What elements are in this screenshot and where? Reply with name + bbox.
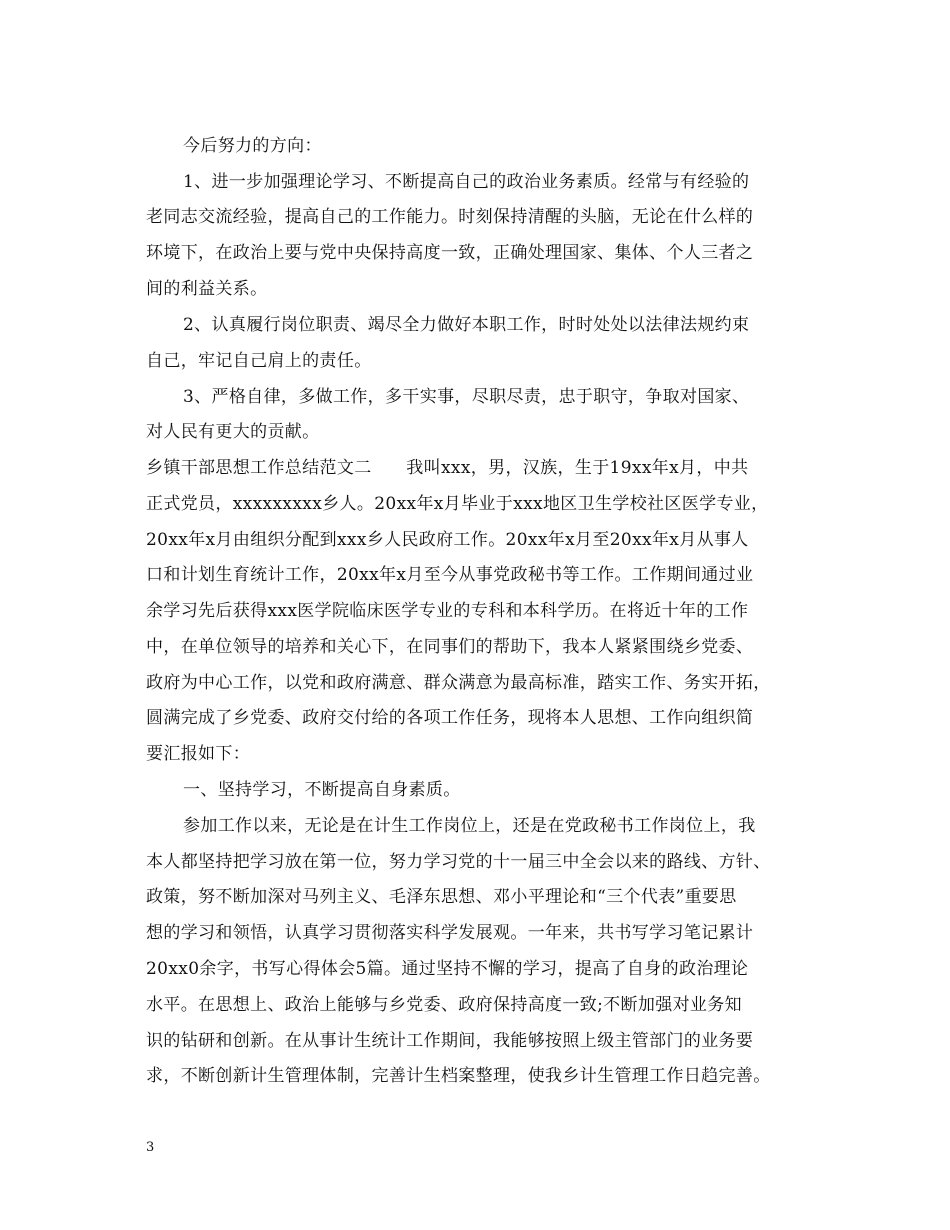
- text-line: 识的钻研和创新。在从事计生统计工作期间，我能够按照上级主管部门的业务要: [146, 1031, 754, 1051]
- text-line: 圆满完成了乡党委、政府交付给的各项工作任务，现将本人思想、工作向组织简: [146, 708, 754, 728]
- text-line: 20xx0余字，书写心得体会5篇。通过坚持不懈的学习，提高了自身的政治理论: [146, 959, 749, 979]
- text-line: 余学习先后获得xxx医学院临床医学专业的专科和本科学历。在将近十年的工作: [146, 601, 749, 621]
- text-line: 1、进一步加强理论学习、不断提高自己的政治业务素质。经常与有经验的: [183, 172, 750, 192]
- text-line: 3、严格自律，多做工作，多干实事，尽职尽责，忠于职守，争取对国家、: [183, 387, 750, 407]
- text-line: 今后努力的方向：: [183, 136, 322, 156]
- text-line: 政府为中心工作，以党和政府满意、群众满意为最高标准，踏实工作、务实开拓，: [146, 673, 771, 693]
- text-line: 想的学习和领悟，认真学习贯彻落实科学发展观。一年来，共书写学习笔记累计: [146, 923, 754, 943]
- text-line: 参加工作以来，无论是在计生工作岗位上，还是在党政秘书工作岗位上，我: [183, 816, 756, 836]
- page-number: 3: [146, 1140, 155, 1155]
- text-line: 2、认真履行岗位职责、竭尽全力做好本职工作，时时处处以法律法规约束: [183, 315, 750, 335]
- text-line: 20xx年x月由组织分配到xxx乡人民政府工作。20xx年x月至20xx年x月从事人: [146, 530, 749, 550]
- text-line: 水平。在思想上、政治上能够与乡党委、政府保持高度一致;不断加强对业务知: [146, 995, 742, 1015]
- text-line: 老同志交流经验，提高自己的工作能力。时刻保持清醒的头脑，无论在什么样的: [146, 207, 754, 227]
- text-line: 一、坚持学习，不断提高自身素质。: [183, 780, 461, 800]
- text-line: 中，在单位领导的培养和关心下，在同事们的帮助下，我本人紧紧围绕乡党委、: [146, 637, 754, 657]
- text-line: 间的利益关系。: [146, 279, 268, 299]
- text-line: 乡镇干部思想工作总结范文二 我叫xxx，男，汉族，生于19xx年x月，中共: [146, 458, 749, 478]
- text-line: 自己，牢记自己肩上的责任。: [146, 351, 372, 371]
- text-line: 对人民有更大的贡献。: [146, 422, 320, 442]
- text-line: 本人都坚持把学习放在第一位，努力学习党的十一届三中全会以来的路线、方针、: [146, 852, 771, 872]
- text-line: 环境下，在政治上要与党中央保持高度一致，正确处理国家、集体、个人三者之: [146, 243, 754, 263]
- text-line: 口和计划生育统计工作，20xx年x月至今从事党政秘书等工作。工作期间通过业: [146, 565, 754, 585]
- text-line: 政策，努不断加深对马列主义、毛泽东思想、邓小平理论和“三个代表”重要思: [146, 887, 737, 907]
- text-line: 正式党员，xxxxxxxxx乡人。20xx年x月毕业于xxx地区卫生学校社区医学专业，: [146, 494, 769, 514]
- text-line: 求，不断创新计生管理体制，完善计生档案整理，使我乡计生管理工作日趋完善。: [146, 1066, 771, 1086]
- text-line: 要汇报如下：: [146, 744, 251, 764]
